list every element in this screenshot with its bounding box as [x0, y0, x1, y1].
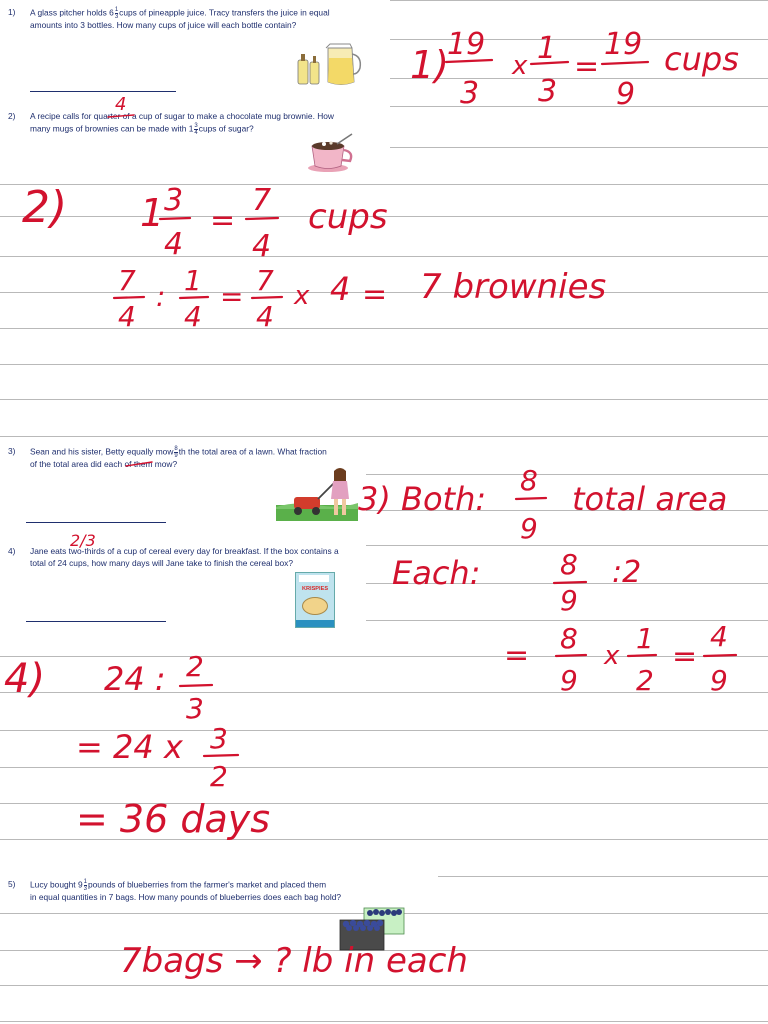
- problem-text: A recipe calls for quarter of a cup of sugar to make a chocolate mug brownie. How: [30, 111, 334, 121]
- operator: =: [672, 639, 698, 674]
- cereal-box-label: KRISPIES: [301, 586, 329, 592]
- problem-text: of the total area did each of them mow?: [30, 459, 178, 469]
- fraction-denominator: 3: [186, 692, 204, 725]
- problem-number: 4): [8, 546, 16, 556]
- problem-text: Jane eats two-thirds of a cup of cereal every day for breakfast. If the box contains a: [30, 546, 339, 556]
- fraction-numerator: 19: [604, 27, 643, 62]
- problem-text: A glass pitcher holds 6: [30, 7, 114, 18]
- fraction-numerator: 7: [252, 183, 272, 218]
- problem-text: amounts into 3 bottles. How many cups of juice will each bottle contain?: [30, 20, 297, 30]
- fraction-denominator: 4: [252, 229, 272, 264]
- solution-1: [410, 27, 739, 112]
- fraction-denominator: 4: [256, 300, 274, 333]
- fraction-denominator: 9: [520, 512, 538, 545]
- fraction-denominator: 9: [560, 584, 578, 617]
- operator: =: [220, 280, 244, 313]
- problem-number: 1): [8, 7, 16, 17]
- problem-number: 2): [8, 111, 16, 121]
- fraction-numerator: 8: [560, 622, 578, 655]
- fraction-denominator: 9: [616, 77, 636, 112]
- problem-text: cups of sugar?: [198, 123, 254, 134]
- fraction-denominator: 4: [118, 300, 136, 333]
- fraction: $\frac{8}{9}$: [174, 446, 178, 459]
- solution-label: 1): [410, 43, 450, 87]
- fraction-numerator: 3: [164, 183, 184, 218]
- problem-text: pounds of blueberries from the farmer's market and placed them: [87, 879, 327, 890]
- operator: :2: [612, 555, 642, 590]
- problem-text: total of 24 cups, how many days will Jane take to finish the cereal box?: [30, 557, 294, 568]
- margin-note: 4: [115, 94, 127, 115]
- fraction-numerator: 19: [447, 27, 486, 62]
- result: = 36 days: [76, 797, 271, 841]
- operator: x: [604, 641, 620, 671]
- whole-number: 1: [140, 191, 165, 235]
- operator: :: [156, 280, 166, 313]
- fraction-numerator: 2: [186, 650, 204, 683]
- problem-text: cups of pineapple juice. Tracy transfers the juice in equal: [119, 7, 330, 18]
- multiplier: 4: [330, 270, 351, 308]
- operator: =: [574, 49, 600, 84]
- expression: = 24 x: [76, 728, 183, 766]
- problem-text: in equal quantities in 7 bags. How many pounds of blueberries does each bag hold?: [30, 892, 342, 902]
- fraction-denominator: 4: [164, 227, 184, 262]
- solution-2: [22, 182, 606, 333]
- fraction-denominator: 4: [184, 300, 202, 333]
- result: 7 brownies: [420, 267, 607, 307]
- fraction: $\frac{1}{3}$: [83, 879, 87, 892]
- note-text: total area: [572, 480, 728, 518]
- fraction-denominator: 3: [538, 74, 558, 109]
- operator: =: [504, 638, 530, 673]
- fraction-numerator: 1: [636, 622, 654, 655]
- unit: cups: [664, 40, 739, 78]
- margin-note: 2/3: [70, 531, 96, 550]
- fraction-denominator: 9: [710, 664, 728, 697]
- fraction-numerator: 1: [537, 31, 557, 66]
- solution-label: 2): [22, 182, 68, 233]
- solution-label: Each:: [392, 554, 481, 592]
- solution-4: [4, 650, 270, 841]
- operator: x: [512, 51, 528, 81]
- fraction-numerator: 8: [520, 464, 538, 497]
- problem-number: 3): [8, 446, 16, 456]
- problem-text: Lucy bought 9: [30, 879, 83, 890]
- unit: cups: [308, 197, 388, 237]
- problem-number: 5): [8, 879, 16, 889]
- fraction-numerator: 7: [256, 264, 274, 297]
- solution-label: 4): [4, 656, 46, 702]
- problem-text: th the total area of a lawn. What fraction: [178, 446, 327, 457]
- note-text: 7bags → ? lb in each: [120, 941, 468, 981]
- problem-text: many mugs of brownies can be made with 1: [30, 123, 194, 134]
- solution-5: [120, 941, 468, 981]
- fraction: $\frac{1}{3}$: [114, 7, 119, 20]
- fraction-numerator: 1: [184, 264, 202, 297]
- solution-3: [358, 464, 736, 697]
- fraction-numerator: 7: [118, 264, 136, 297]
- operator: =: [210, 203, 236, 238]
- expression: 24 :: [104, 660, 166, 698]
- problem-text: Sean and his sister, Betty equally mow: [30, 446, 174, 457]
- fraction-denominator: 9: [560, 664, 578, 697]
- fraction-numerator: 4: [710, 620, 728, 653]
- fraction-denominator: 3: [460, 76, 480, 111]
- operator: =: [362, 277, 388, 312]
- fraction-denominator: 2: [210, 760, 228, 793]
- fraction-numerator: 3: [210, 722, 228, 755]
- fraction: $\frac{3}{4}$: [194, 122, 198, 136]
- solution-label: 3) Both:: [358, 480, 487, 518]
- operator: x: [294, 281, 310, 311]
- fraction-numerator: 8: [560, 548, 578, 581]
- fraction-denominator: 2: [636, 664, 654, 697]
